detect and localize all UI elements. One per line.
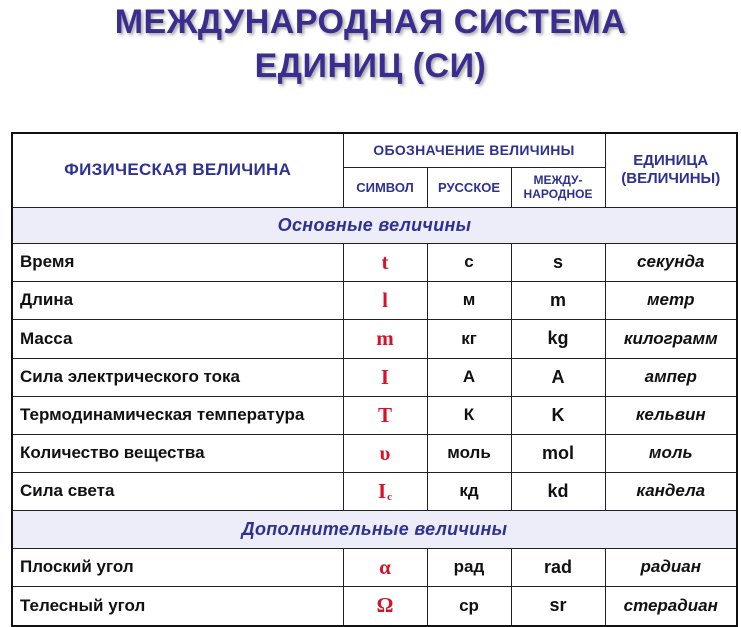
header-symbol: СИМВОЛ xyxy=(343,167,427,207)
symbol-glyph: l xyxy=(382,287,388,312)
header-unit xyxy=(605,133,737,207)
symbol-glyph: I xyxy=(377,478,387,503)
russian-designation-cell: А xyxy=(427,358,511,396)
international-designation-cell: m xyxy=(511,281,605,319)
si-units-table xyxy=(11,132,738,627)
header-physical-quantity: ФИЗИЧЕСКАЯ ВЕЛИЧИНА xyxy=(12,133,343,207)
unit-name-cell: кандела xyxy=(605,472,737,510)
symbol-cell xyxy=(343,396,427,434)
unit-name-cell: метр xyxy=(605,281,737,319)
additional-quantities-body xyxy=(12,548,737,626)
header-international-line-1: МЕЖДУ- xyxy=(533,173,583,187)
russian-designation-cell: К xyxy=(427,396,511,434)
quantity-cell: Длина xyxy=(12,281,343,319)
international-designation-cell: rad xyxy=(511,548,605,586)
quantity-cell: Время xyxy=(12,243,343,281)
international-designation-cell: kd xyxy=(511,472,605,510)
section-title-basic: Основные величины xyxy=(12,207,737,243)
russian-designation-cell: м xyxy=(427,281,511,319)
quantity-cell: Сила электрического тока xyxy=(12,358,343,396)
symbol-cell xyxy=(343,434,427,472)
russian-designation-cell: с xyxy=(427,243,511,281)
symbol-cell xyxy=(343,472,427,510)
table-row xyxy=(12,586,737,626)
symbol-subscript: c xyxy=(387,490,393,503)
table-row xyxy=(12,319,737,358)
quantity-cell: Термодинамическая температура xyxy=(12,396,343,434)
russian-designation-cell: кд xyxy=(427,472,511,510)
table-row xyxy=(12,548,737,586)
header-unit-line-1: ЕДИНИЦА xyxy=(633,152,709,170)
header-russian: РУССКОЕ xyxy=(427,167,511,207)
symbol-glyph: m xyxy=(376,326,394,350)
unit-name-cell: моль xyxy=(605,434,737,472)
basic-quantities-body xyxy=(12,243,737,510)
russian-designation-cell: рад xyxy=(427,548,511,586)
russian-designation-cell: ср xyxy=(427,586,511,626)
section-row-additional xyxy=(12,510,737,548)
unit-name-cell: ампер xyxy=(605,358,737,396)
symbol-cell xyxy=(343,319,427,358)
symbol-glyph: α xyxy=(379,554,391,579)
quantity-cell: Сила света xyxy=(12,472,343,510)
header-international xyxy=(511,167,605,207)
international-designation-cell: s xyxy=(511,243,605,281)
quantity-cell: Масса xyxy=(12,319,343,358)
unit-name-cell: стерадиан xyxy=(605,586,737,626)
header-international-line-2: НАРОДНОЕ xyxy=(523,187,593,201)
table-row xyxy=(12,358,737,396)
symbol-glyph: I xyxy=(380,364,390,389)
unit-name-cell: радиан xyxy=(605,548,737,586)
section-row-basic xyxy=(12,207,737,243)
table-row xyxy=(12,472,737,510)
symbol-glyph: Ω xyxy=(376,593,394,618)
symbol-glyph: υ xyxy=(379,440,391,465)
symbol-cell xyxy=(343,586,427,626)
page-title-line-1: МЕЖДУНАРОДНАЯ СИСТЕМА xyxy=(114,3,627,41)
international-designation-cell: K xyxy=(511,396,605,434)
header-designation: ОБОЗНАЧЕНИЕ ВЕЛИЧИНЫ xyxy=(343,133,605,167)
international-designation-cell: kg xyxy=(511,319,605,358)
symbol-cell xyxy=(343,548,427,586)
unit-name-cell: секунда xyxy=(605,243,737,281)
symbol-cell xyxy=(343,358,427,396)
section-title-additional: Дополнительные величины xyxy=(12,510,737,548)
table-header-row xyxy=(12,133,737,167)
table-row xyxy=(12,434,737,472)
symbol-glyph: T xyxy=(377,402,392,427)
table-row xyxy=(12,281,737,319)
quantity-cell: Плоский угол xyxy=(12,548,343,586)
international-designation-cell: mol xyxy=(511,434,605,472)
table-row xyxy=(12,396,737,434)
international-designation-cell: A xyxy=(511,358,605,396)
table-row xyxy=(12,243,737,281)
symbol-cell xyxy=(343,281,427,319)
symbol-glyph: t xyxy=(381,249,389,274)
page-title-line-2: ЕДИНИЦ (СИ) xyxy=(254,47,487,85)
russian-designation-cell: кг xyxy=(427,319,511,358)
symbol-cell xyxy=(343,243,427,281)
international-designation-cell: sr xyxy=(511,586,605,626)
unit-name-cell: килограмм xyxy=(605,319,737,358)
quantity-cell: Телесный угол xyxy=(12,586,343,626)
russian-designation-cell: моль xyxy=(427,434,511,472)
header-unit-line-2: (ВЕЛИЧИНЫ) xyxy=(621,170,721,188)
unit-name-cell: кельвин xyxy=(605,396,737,434)
quantity-cell: Количество вещества xyxy=(12,434,343,472)
